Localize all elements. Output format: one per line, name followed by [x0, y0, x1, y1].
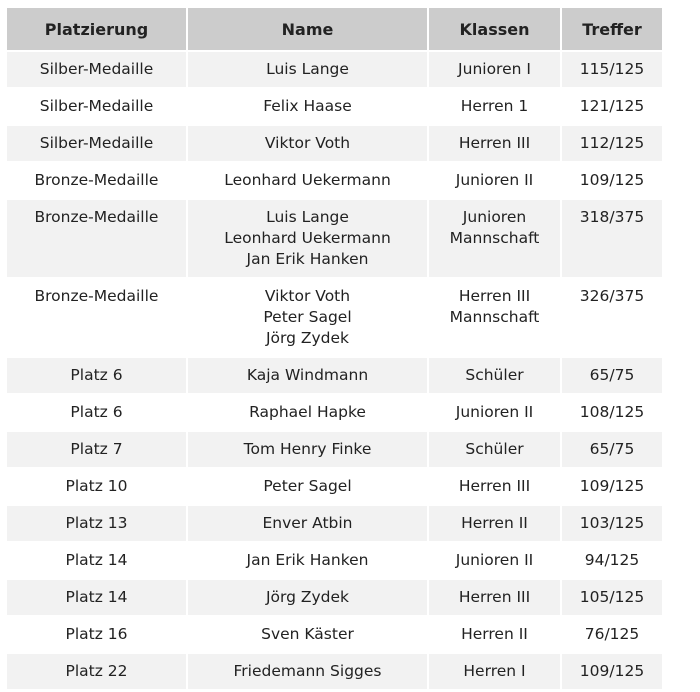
cell-treffer [562, 395, 662, 430]
cell-name [188, 126, 427, 161]
cell-platzierung [7, 163, 186, 198]
cell-klassen-text: Herren II [461, 625, 528, 643]
cell-name-text: Jan Erik Hanken [246, 250, 369, 268]
cell-treffer [562, 617, 662, 652]
cell-platzierung [7, 506, 186, 541]
header-klassen: Klassen [429, 8, 560, 50]
cell-name-text: Jörg Zydek [265, 588, 350, 606]
cell-name [188, 395, 427, 430]
cell-treffer-text: 112/125 [579, 134, 645, 152]
cell-treffer [562, 506, 662, 541]
cell-name-text: Viktor Voth [264, 287, 351, 305]
cell-platzierung [7, 543, 186, 578]
cell-treffer-text: 108/125 [579, 403, 645, 421]
cell-klassen [429, 89, 560, 124]
cell-treffer-text: 65/75 [589, 366, 635, 384]
cell-klassen [429, 126, 560, 161]
table-row [7, 358, 662, 393]
cell-klassen [429, 543, 560, 578]
cell-name [188, 89, 427, 124]
cell-klassen-text: Schüler [465, 440, 524, 458]
cell-treffer-text: 109/125 [579, 477, 645, 495]
cell-name-text: Peter Sagel [263, 308, 352, 326]
cell-name-text: Jan Erik Hanken [246, 551, 369, 569]
results-table [5, 6, 664, 691]
cell-platzierung [7, 52, 186, 87]
table-row [7, 89, 662, 124]
cell-treffer-text: 94/125 [584, 551, 640, 569]
cell-platzierung-text: Platz 14 [65, 551, 128, 569]
table-row [7, 617, 662, 652]
cell-klassen-text: Junioren I [458, 60, 531, 78]
table-row [7, 200, 662, 277]
cell-name-text: Enver Atbin [262, 514, 353, 532]
cell-name [188, 52, 427, 87]
table-row [7, 506, 662, 541]
table-row [7, 126, 662, 161]
cell-klassen-text: Mannschaft [449, 229, 540, 247]
cell-name [188, 580, 427, 615]
cell-treffer-text: 121/125 [579, 97, 645, 115]
cell-name-text: Leonhard Uekermann [224, 229, 391, 247]
cell-klassen-text: Junioren II [455, 551, 534, 569]
cell-platzierung-text: Platz 13 [65, 514, 128, 532]
cell-treffer-text: 109/125 [579, 662, 645, 680]
cell-platzierung-text: Silber-Medaille [39, 134, 154, 152]
cell-treffer-text: 318/375 [579, 208, 645, 226]
cell-platzierung-text: Bronze-Medaille [34, 171, 159, 189]
cell-klassen-text: Herren II [461, 514, 528, 532]
cell-name-text: Sven Käster [261, 625, 354, 643]
cell-klassen-text: Herren III [458, 477, 531, 495]
cell-klassen-text: Herren III [458, 134, 531, 152]
cell-platzierung [7, 358, 186, 393]
cell-platzierung [7, 89, 186, 124]
table-row [7, 654, 662, 689]
cell-klassen [429, 395, 560, 430]
cell-klassen [429, 506, 560, 541]
cell-klassen [429, 52, 560, 87]
cell-treffer [562, 52, 662, 87]
cell-platzierung [7, 126, 186, 161]
table-row [7, 163, 662, 198]
cell-name [188, 358, 427, 393]
cell-platzierung [7, 654, 186, 689]
cell-name-text: Raphael Hapke [249, 403, 366, 421]
cell-treffer [562, 279, 662, 356]
table-row [7, 395, 662, 430]
table-row [7, 543, 662, 578]
cell-treffer-text: 105/125 [579, 588, 645, 606]
cell-treffer [562, 126, 662, 161]
cell-klassen-text: Herren I [463, 662, 526, 680]
cell-klassen-text: Junioren II [455, 171, 534, 189]
cell-name-text: Luis Lange [266, 208, 349, 226]
header-platzierung: Platzierung [7, 8, 186, 50]
table-row [7, 52, 662, 87]
cell-platzierung [7, 469, 186, 504]
cell-treffer-text: 65/75 [589, 440, 635, 458]
cell-platzierung [7, 432, 186, 467]
cell-klassen [429, 580, 560, 615]
cell-klassen [429, 163, 560, 198]
cell-treffer-text: 326/375 [579, 287, 645, 305]
cell-platzierung [7, 580, 186, 615]
cell-treffer-text: 76/125 [584, 625, 640, 643]
cell-platzierung-text: Platz 16 [65, 625, 128, 643]
cell-platzierung-text: Silber-Medaille [39, 97, 154, 115]
cell-treffer-text: 109/125 [579, 171, 645, 189]
table-row [7, 580, 662, 615]
cell-treffer [562, 163, 662, 198]
cell-platzierung [7, 617, 186, 652]
cell-treffer [562, 543, 662, 578]
cell-name [188, 279, 427, 356]
cell-klassen-text: Schüler [465, 366, 524, 384]
cell-treffer [562, 200, 662, 277]
cell-name-text: Peter Sagel [263, 477, 352, 495]
cell-name-text: Kaja Windmann [246, 366, 369, 384]
cell-name [188, 432, 427, 467]
cell-treffer [562, 89, 662, 124]
cell-klassen-text: Herren III [458, 287, 531, 305]
table-row [7, 469, 662, 504]
cell-platzierung [7, 200, 186, 277]
cell-name-text: Tom Henry Finke [243, 440, 372, 458]
cell-name [188, 506, 427, 541]
cell-klassen [429, 654, 560, 689]
cell-treffer [562, 654, 662, 689]
cell-treffer [562, 469, 662, 504]
cell-platzierung-text: Bronze-Medaille [34, 287, 159, 305]
cell-name-text: Leonhard Uekermann [224, 171, 391, 189]
cell-platzierung-text: Platz 7 [70, 440, 123, 458]
cell-name [188, 163, 427, 198]
cell-klassen [429, 617, 560, 652]
cell-platzierung-text: Bronze-Medaille [34, 208, 159, 226]
cell-treffer-text: 115/125 [579, 60, 645, 78]
cell-klassen-text: Junioren [462, 208, 527, 226]
cell-klassen-text: Junioren II [455, 403, 534, 421]
cell-name-text: Luis Lange [266, 60, 349, 78]
cell-klassen [429, 432, 560, 467]
cell-name [188, 654, 427, 689]
table-row [7, 432, 662, 467]
cell-platzierung-text: Platz 10 [65, 477, 128, 495]
header-row [7, 8, 662, 50]
cell-name [188, 200, 427, 277]
cell-name-text: Friedemann Sigges [233, 662, 382, 680]
cell-platzierung-text: Platz 22 [65, 662, 128, 680]
cell-treffer-text: 103/125 [579, 514, 645, 532]
cell-name-text: Jörg Zydek [265, 329, 350, 347]
cell-platzierung-text: Platz 6 [70, 366, 123, 384]
cell-treffer [562, 432, 662, 467]
header-treffer: Treffer [562, 8, 662, 50]
table-row [7, 279, 662, 356]
cell-klassen [429, 358, 560, 393]
cell-klassen-text: Herren III [458, 588, 531, 606]
cell-platzierung-text: Silber-Medaille [39, 60, 154, 78]
cell-klassen [429, 200, 560, 277]
header-name: Name [188, 8, 427, 50]
cell-name [188, 543, 427, 578]
cell-name [188, 469, 427, 504]
cell-platzierung [7, 395, 186, 430]
cell-klassen-text: Mannschaft [449, 308, 540, 326]
cell-klassen-text: Herren 1 [460, 97, 529, 115]
cell-platzierung-text: Platz 6 [70, 403, 123, 421]
cell-platzierung-text: Platz 14 [65, 588, 128, 606]
cell-name-text: Felix Haase [263, 97, 352, 115]
cell-name [188, 617, 427, 652]
cell-klassen [429, 279, 560, 356]
cell-treffer [562, 580, 662, 615]
cell-platzierung [7, 279, 186, 356]
cell-name-text: Viktor Voth [264, 134, 351, 152]
cell-treffer [562, 358, 662, 393]
cell-klassen [429, 469, 560, 504]
